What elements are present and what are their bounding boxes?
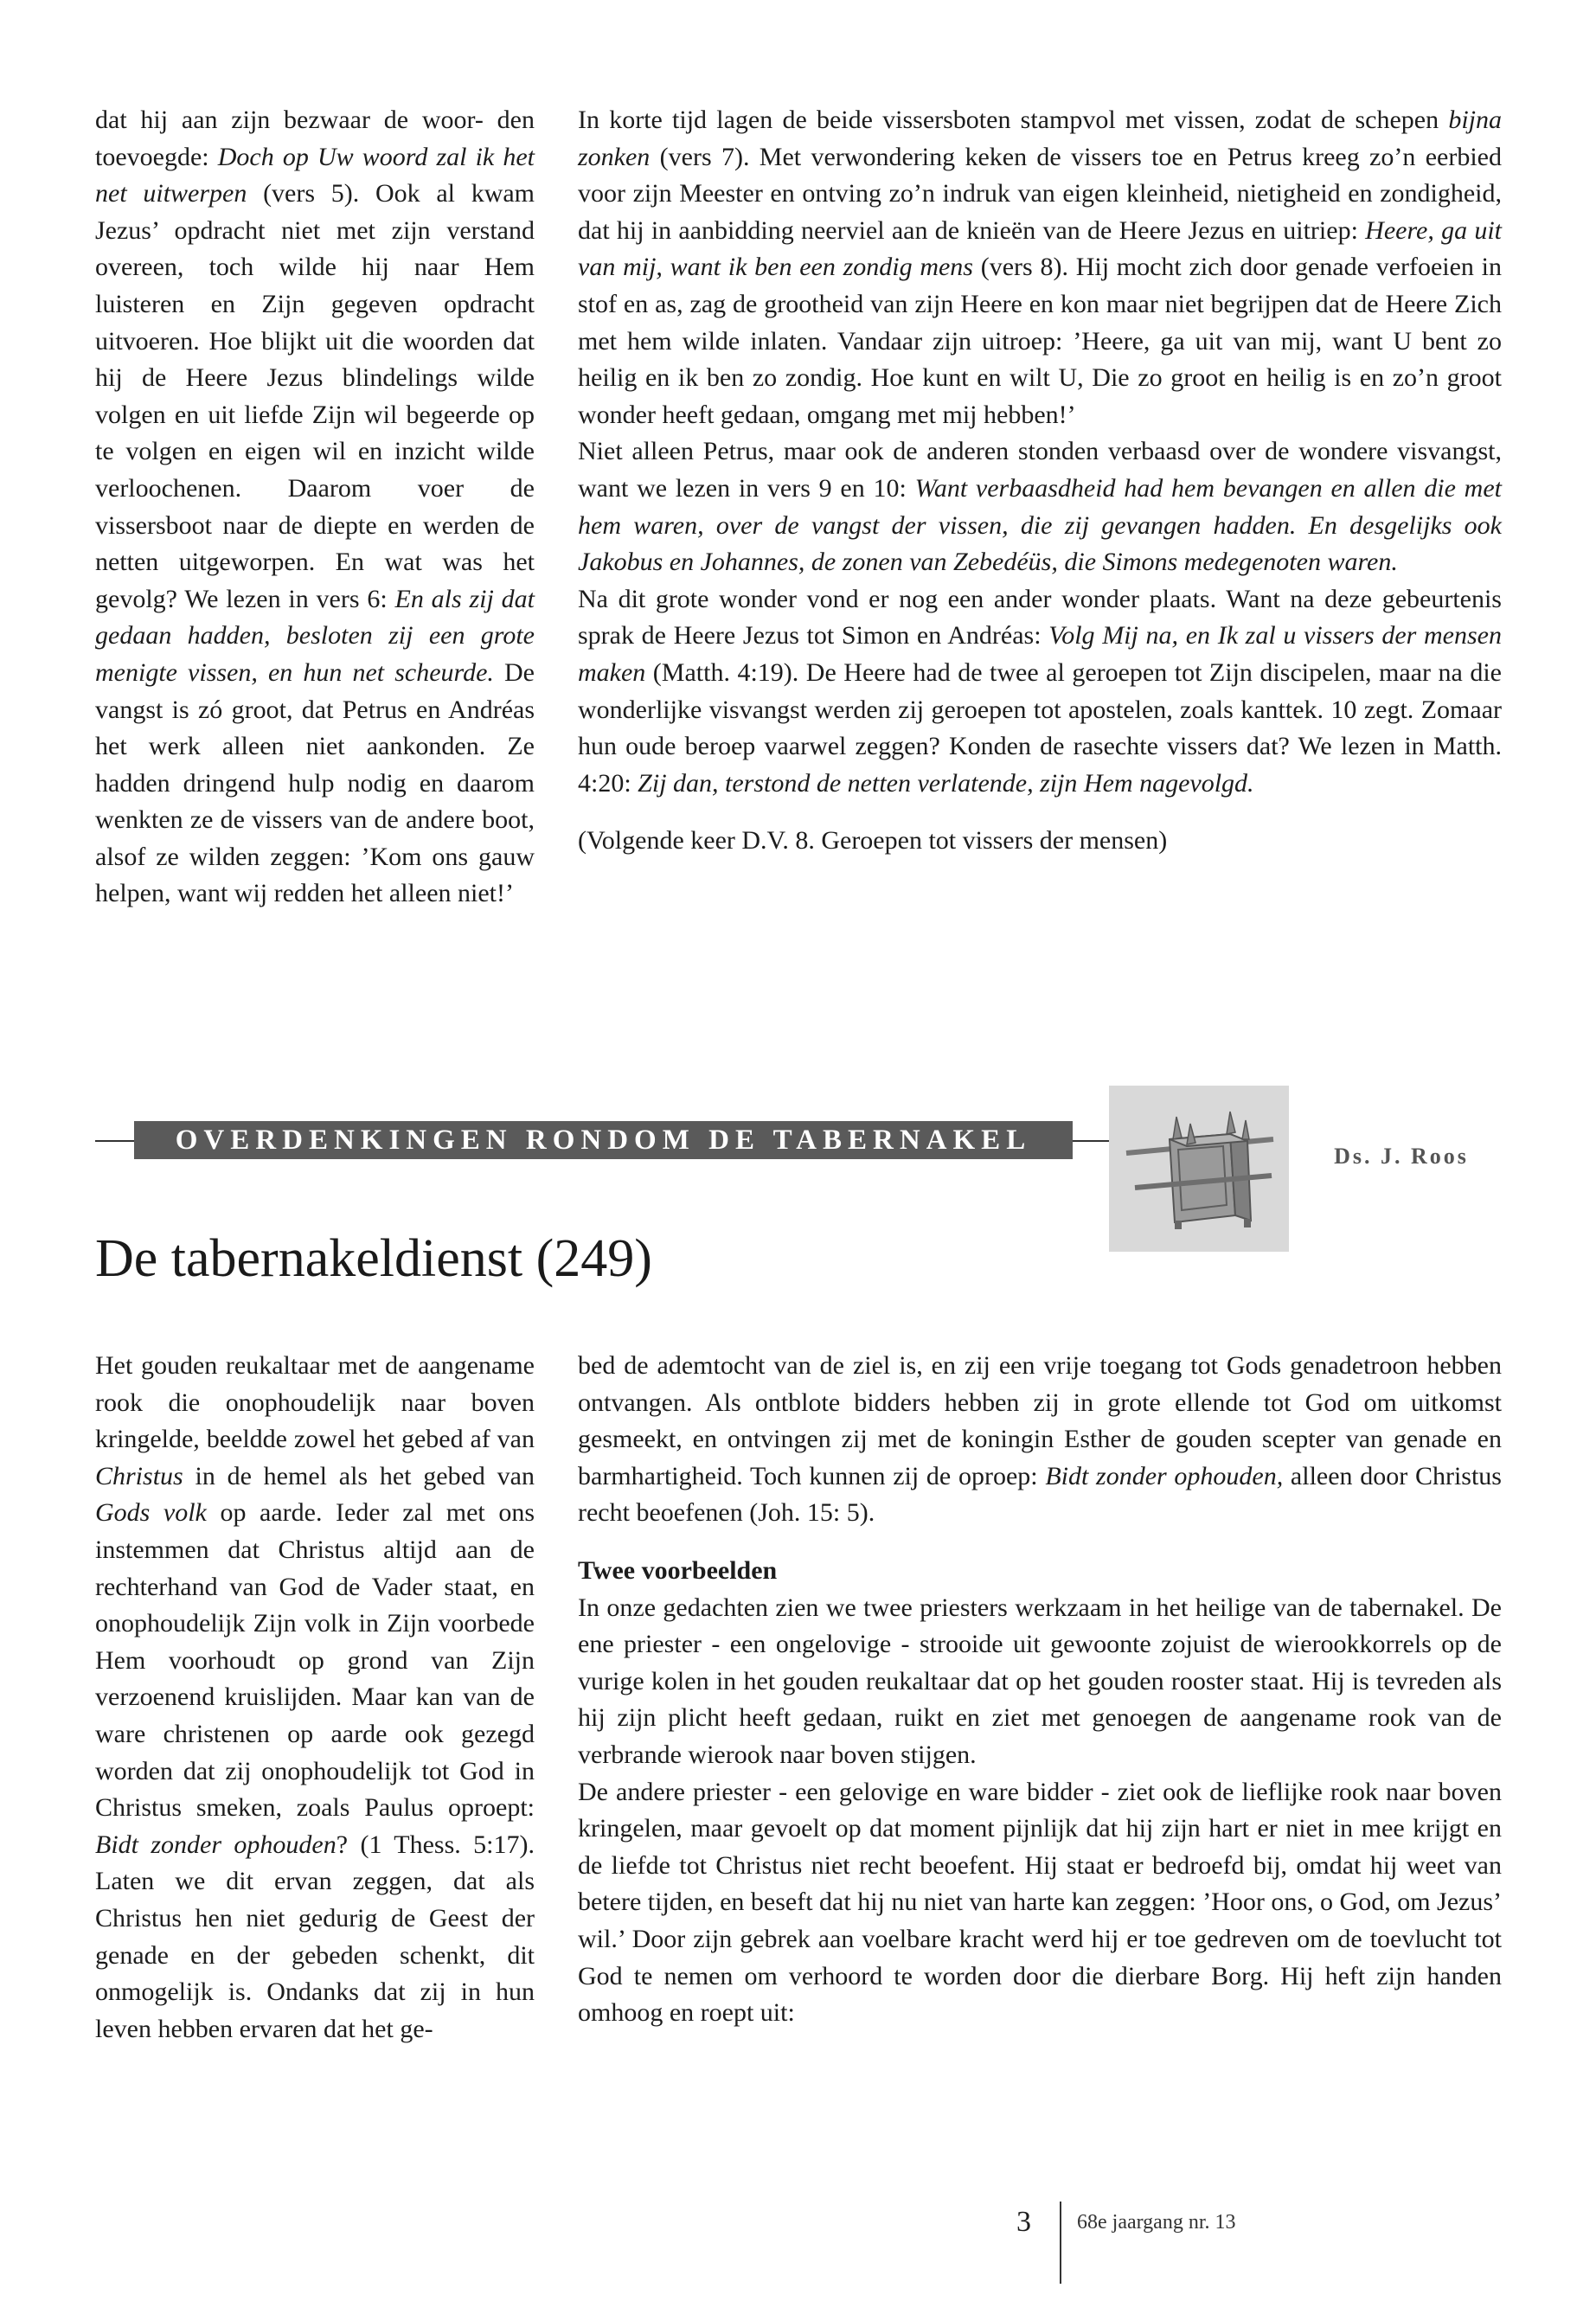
footer-divider <box>1060 2202 1061 2284</box>
heading-rule-left <box>95 1140 134 1142</box>
italic-run: Bidt zonder ophouden, <box>1045 1461 1284 1490</box>
italic-run: Zij dan, terstond de netten verlatende, zijn Hem nagevolgd. <box>638 768 1254 798</box>
article-title: De tabernakeldienst (249) <box>95 1229 652 1288</box>
paragraph: Niet alleen Petrus, maar ook de anderen stonden verbaasd over de wondere visvangst, want we lezen in vers 9 en 10: Want verbaasdheid had hem bevangen en allen die met hem waren, over de vangst der vissen, die zij gevangen hadden. En desgelijks ook Jakobus en Johannes, de zonen van Zebedéüs, die Simons medegenoten waren. <box>578 437 1502 577</box>
paragraph: In korte tijd lagen de beide vissersboten stampvol met vissen, zodat de schepen bijna zonken (vers 7). Met verwondering keken de vissers toe en Petrus kreeg zo’n eerbied voor zijn Meester en ontving zo’n indruk van eigen kleinheid, nietigheid en zondigheid, dat hij in aanbidding neerviel aan de knieën van de Heere Jezus en uitriep: Heere, ga uit van mij, want ik ben een zondig mens (vers 8). Hij mocht zich door genade verfoeien in stof en as, zag de grootheid van zijn Heere en kon maar niet begrijpen dat de Heere Zich met hem wilde inlaten. Vandaar zijn uitroep: ’Heere, ga uit van mij, want U bent zo heilig en ik ben zo zondig. Hoe kunt en wilt U, Die zo groot en heilig is en zo’n groot wonder heeft gedaan, omgang met mij hebben!’ <box>578 106 1503 429</box>
next-issue-note: (Volgende keer D.V. 8. Geroepen tot vissers der mensen) <box>578 826 1168 856</box>
author-byline: Ds. J. Roos <box>1334 1144 1469 1169</box>
bottom-right-column <box>578 1348 1502 2032</box>
italic-run: Heere, ga uit van mij, want ik ben een zondig mens <box>578 215 1502 282</box>
page-number: 3 <box>1016 2206 1031 2238</box>
italic-run: En als zij dat gedaan hadden, besloten zij een grote menigte vissen, en hun net scheurde. <box>95 584 535 687</box>
paragraph: dat hij aan zijn bezwaar de woor- den toevoegde: Doch op Uw woord zal ik het net uitwerpen (vers 5). Ook al kwam Jezus’ opdracht niet met zijn verstand overeen, toch wilde hij naar Hem luisteren en Zijn gegeven opdracht uitvoeren. Hoe blijkt uit die woorden dat hij de Heere Jezus blindelings wilde volgen en uit liefde Zijn wil begeerde op te volgen en eigen wil en inzicht wilde verloochenen. Daarom voer de vissersboot naar de diepte en werden de netten uitgeworpen. En wat was het gevolg? We lezen in vers 6: En als zij dat gedaan hadden, besloten zij een grote menigte vissen, en hun net scheurde. De vangst is zó groot, dat Petrus en Andréas het werk alleen niet aankonden. Ze hadden dringend hulp nodig en daarom wenkten ze de vissers van de andere boot, alsof ze wilden zeggen: ’Kom ons gauw helpen, want wij redden het alleen niet!’ <box>95 106 535 908</box>
italic-run: bijna zonken <box>578 106 1502 171</box>
italic-run: Bidt zonder ophouden <box>95 1830 337 1859</box>
italic-run: Christus <box>95 1461 183 1490</box>
issue-info: 68e jaargang nr. 13 <box>1077 2211 1236 2234</box>
paragraph: bed de ademtocht van de ziel is, en zij een vrije toegang tot Gods genadetroon hebben ontvangen. Als ontblote bidders hebben zij in grote ellende tot God om uitkomst gesmeekt, en ontvingen zij met de koningin Esther de gouden scepter van genade en barmhartigheid. Toch kunnen zij de oproep: Bidt zonder ophouden, alleen door Christus recht beoefenen (Joh. 15: 5). <box>578 1351 1502 1528</box>
italic-run: Gods volk <box>95 1498 207 1528</box>
subheading: Twee voorbeelden <box>578 1555 778 1585</box>
top-left-column <box>95 102 535 913</box>
italic-run: Volg Mij na, en Ik zal u vissers der mensen maken <box>578 621 1502 687</box>
bottom-left-column <box>95 1348 535 2048</box>
italic-run: Doch op Uw woord zal ik het net uitwerpen <box>95 142 535 208</box>
paragraph: Na dit grote wonder vond er nog een ander wonder plaats. Want na deze gebeurtenis sprak de Heere Jezus tot Simon en Andréas: Volg Mij na, en Ik zal u vissers der mensen maken (Matth. 4:19). De Heere had de twee al geroepen tot Zijn discipelen, maar na die wonderlijke visvangst werden zij geroepen tot apostelen, zoals kanttek. 10 zegt. Zomaar hun oude beroep vaarwel zeggen? Konden de rasechte vissers dat? We lezen in Matth. 4:20: Zij dan, terstond de netten verlatende, zijn Hem nagevolgd. <box>578 584 1502 798</box>
top-right-column <box>578 102 1502 860</box>
italic-run: Want verbaasdheid had hem bevangen en allen die met hem waren, over de vangst der vissen, die zij gevangen hadden. En desgelijks ook Jakobus en Johannes, de zonen van Zebedéüs, die Simons medegenoten waren. <box>578 473 1502 577</box>
paragraph: In onze gedachten zien we twee priesters werkzaam in het heilige van de tabernakel. De ene priester - een ongelovige - strooide uit gewoonte zojuist de wierookkorrels op de vurige kolen in het gouden reukaltaar dat op het gouden rooster staat. Hij is tevreden als hij zijn plicht heeft gedaan, ruikt en ziet met genoegen de aangename rook van de verbrande wierook naar boven stijgen. <box>578 1593 1502 1769</box>
section-band: OVERDENKINGEN RONDOM DE TABERNAKEL <box>134 1121 1073 1159</box>
paragraph: De andere priester - een gelovige en ware bidder - ziet ook de lieflijke rook naar boven kringelen, maar gevoelt op dat moment pijnlijk dat hij zijn hart er niet in mee krijgt en de liefde tot Christus niet recht beoefent. Hij staat er bedroefd bij, omdat hij weet van betere tijden, en beseft dat hij nu niet van harte kan zeggen: ’Hoor ons, o God, om Jezus’ wil.’ Door zijn gebrek aan voelbare kracht werd hij er toe gedreven om de toevlucht tot God te nemen om verhoord te worden door die dierbare Borg. Hij heft zijn handen omhoog en roept uit: <box>578 1777 1503 2028</box>
paragraph: Het gouden reukaltaar met de aangename rook die onophoudelijk naar boven kringelde, beeldde zowel het gebed af van Christus in de hemel als het gebed van Gods volk op aarde. Ieder zal met ons instemmen dat Christus altijd aan de rechterhand van God de Vader staat, en onophoudelijk Zijn volk in Zijn voorbede Hem voorhoudt op grond van Zijn verzoenend kruislijden. Maar kan van de ware christenen op aarde ook gezegd worden dat zij onophoudelijk tot God in Christus smeken, zoals Paulus oproept: Bidt zonder ophouden? (1 Thess. 5:17). Laten we dit ervan zeggen, dat als Christus hen niet gedurig de Geest der genade en der gebeden schenkt, dit onmogelijk is. Ondanks dat zij in hun leven hebben ervaren dat het ge- <box>95 1351 535 2043</box>
ark-of-covenant-illustration <box>1109 1086 1289 1252</box>
